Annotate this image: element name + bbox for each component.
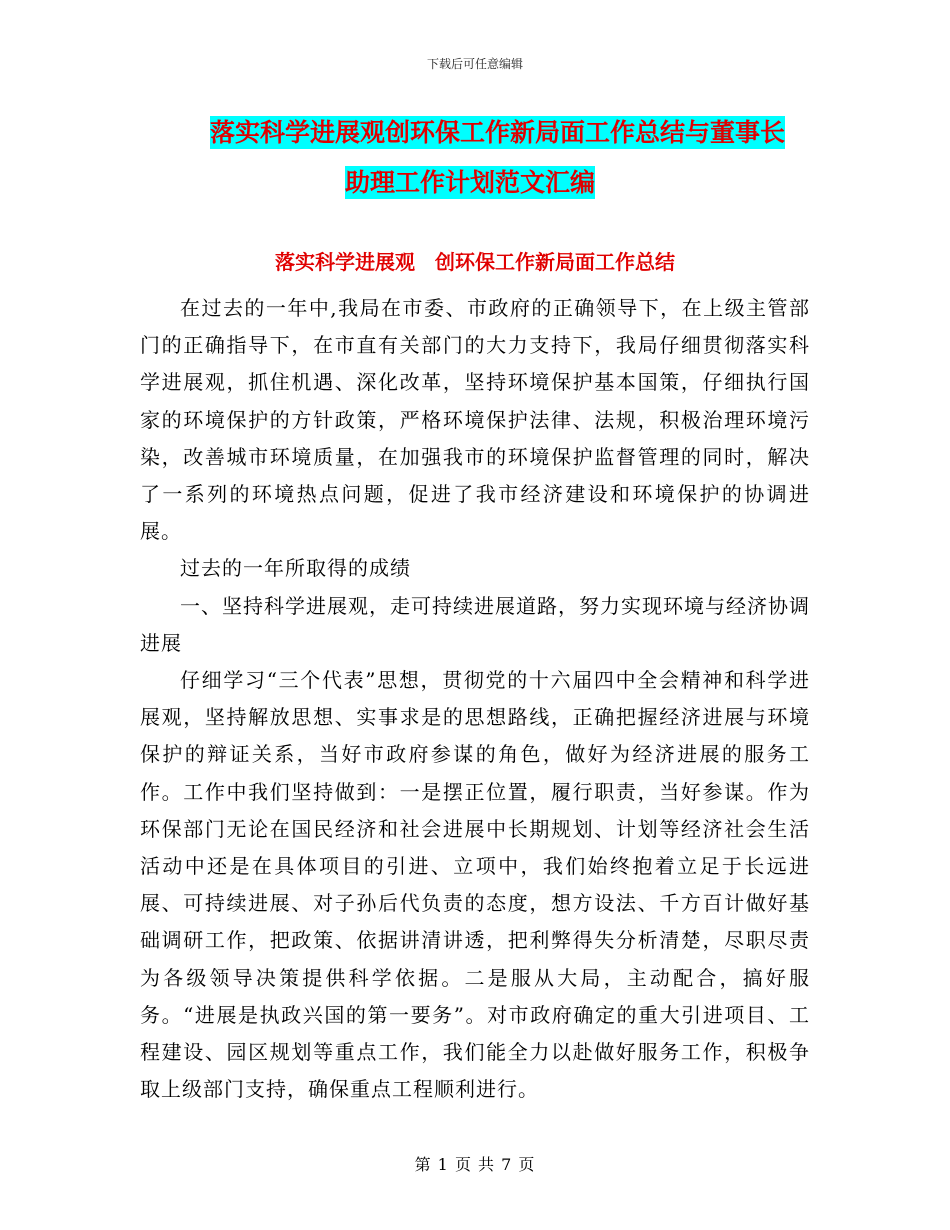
section-title: 落实科学进展观 创环保工作新局面工作总结 xyxy=(275,250,675,274)
paragraph: 一、坚持科学进展观，走可持续进展道路，努力实现环境与经济协调进展 xyxy=(140,593,810,655)
title-line-2-text: 助理工作计划范文汇编 xyxy=(344,168,595,197)
document-title xyxy=(0,108,950,208)
title-line-2 xyxy=(0,158,950,208)
paragraph: 过去的一年所取得的成绩 xyxy=(180,556,411,581)
title-line-1-text: 落实科学进展观创环保工作新局面工作总结与董事长 xyxy=(209,118,785,147)
page-footer: 第 1 页 共 7 页 xyxy=(414,1155,536,1174)
header-note: 下载后可任意编辑 xyxy=(426,57,523,71)
document-body xyxy=(140,290,810,1108)
paragraph: 仔细学习“三个代表”思想，贯彻党的十六届四中全会精神和科学进展观，坚持解放思想、实事求是的思想路线，正确把握经济进展与环境保护的辩证关系，当好市政府参谋的角色，做好为经济进展的服务工作。工作中我们坚持做到：一是摆正位置，履行职责，当好参谋。作为环保部门无论在国民经济和社会进展中长期规划、计划等经济社会生活活动中还是在具体项目的引进、立项中，我们始终抱着立足于长远进展、可持续进展、对子孙后代负责的态度，想方设法、千方百计做好基础调研工作，把政策、依据讲清讲透，把利弊得失分析清楚，尽职尽责为各级领导决策提供科学依据。二是服从大局，主动配合，搞好服务。“进展是执政兴国的第一要务”。对市政府确定的重大引进项目、工程建设、园区规划等重点工作，我们能全力以赴做好服务工作，积极争取上级部门支持，确保重点工程顺利进行。 xyxy=(140,668,810,1102)
paragraph: 在过去的一年中,我局在市委、市政府的正确领导下，在上级主管部门的正确指导下，在市直有关部门的大力支持下，我局仔细贯彻落实科学进展观，抓住机遇、深化改革，坚持环境保护基本国策，仔细执行国家的环境保护的方针政策，严格环境保护法律、法规，积极治理环境污染，改善城市环境质量，在加强我市的环境保护监督管理的同时，解决了一系列的环境热点问题，促进了我市经济建设和环境保护的协调进展。 xyxy=(140,296,810,544)
title-line-1 xyxy=(0,108,950,158)
